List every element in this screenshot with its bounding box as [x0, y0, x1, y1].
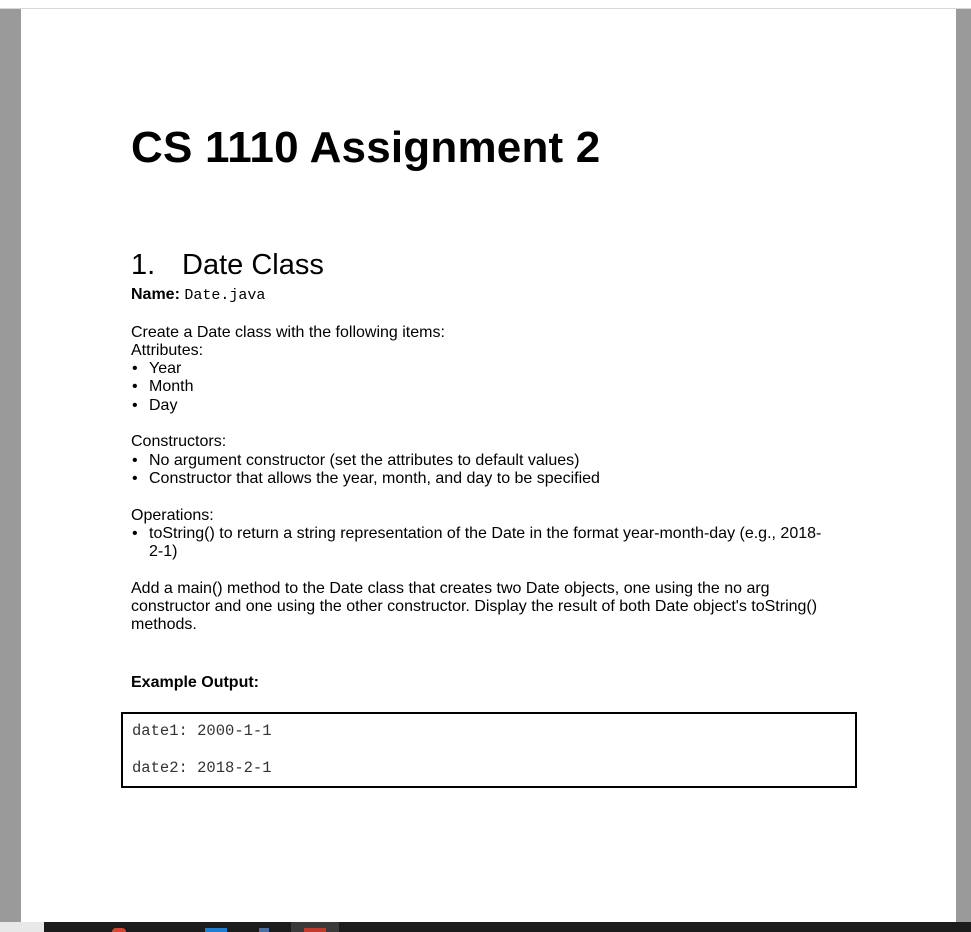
section-title: Date Class	[182, 249, 324, 281]
viewer-top-strip	[0, 0, 971, 9]
example-output-label: Example Output:	[131, 674, 260, 691]
constructors-label: Constructors:	[131, 433, 227, 451]
constructors-list	[131, 452, 831, 489]
output-line: date2: 2018-2-1	[132, 759, 272, 777]
list-item: • Day	[131, 397, 831, 415]
attributes-label: Attributes:	[131, 341, 204, 359]
app-taskbar-icon[interactable]	[205, 928, 227, 932]
app-taskbar-icon[interactable]	[259, 928, 269, 932]
section-content	[131, 286, 831, 635]
operations-label: Operations:	[131, 506, 214, 524]
list-item: • toString() to return a string representation of the Date in the format year-month-day (e.g., 2018-2-1)	[131, 525, 831, 562]
document-page	[21, 9, 956, 922]
browser-taskbar-icon[interactable]	[112, 928, 126, 932]
example-output-box	[121, 712, 857, 788]
list-item: • Constructor that allows the year, month, and day to be specified	[131, 470, 831, 488]
name-label: Name:	[131, 286, 180, 303]
section-heading	[131, 249, 324, 282]
attributes-list	[131, 360, 831, 415]
document-title: CS 1110 Assignment 2	[131, 123, 601, 172]
intro-text: Create a Date class with the following items:	[131, 323, 445, 341]
pdf-taskbar-icon[interactable]	[304, 928, 326, 932]
file-name: Date.java	[184, 287, 266, 304]
output-line: date1: 2000-1-1	[132, 722, 272, 740]
list-item: • Month	[131, 378, 831, 396]
list-item: • Year	[131, 360, 831, 378]
list-item: • No argument constructor (set the attributes to default values)	[131, 452, 831, 470]
file-name-line	[131, 286, 831, 305]
main-instructions: Add a main() method to the Date class that creates two Date objects, one using the no arg constructor and one using the other constructor. Display the result of both Date object's toString() methods.	[131, 579, 818, 634]
taskbar-start-area[interactable]	[0, 922, 44, 932]
taskbar	[44, 922, 971, 932]
operations-list	[131, 525, 831, 562]
section-number: 1.	[131, 249, 156, 281]
